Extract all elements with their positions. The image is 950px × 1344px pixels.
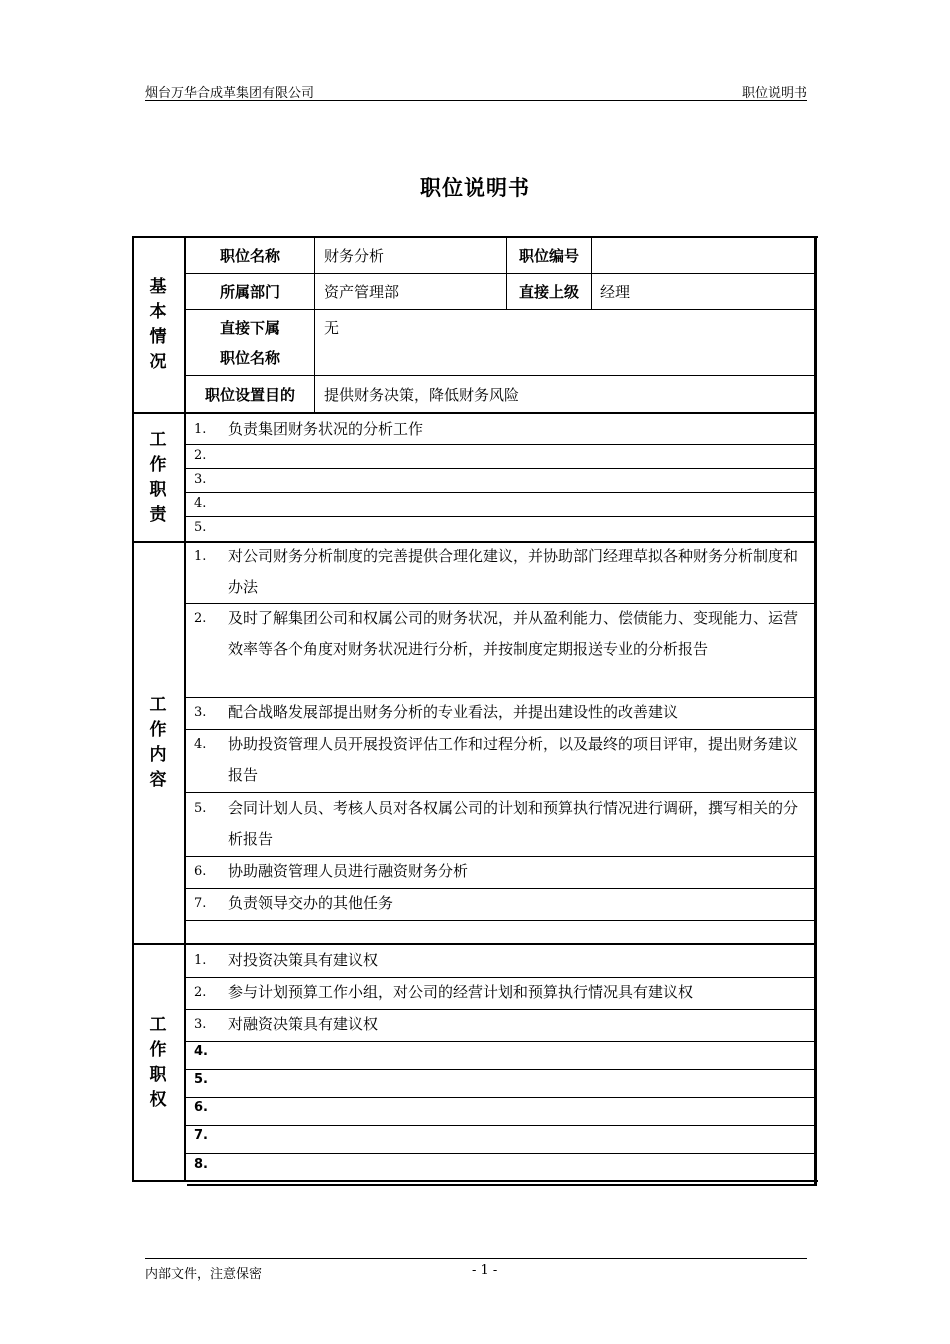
authority-item: 2. 参与计划预算工作小组，对公司的经营计划和预算执行情况具有建议权 [194, 983, 694, 1001]
position-name-value: 财务分析 [324, 247, 385, 265]
purpose-value: 提供财务决策，降低财务风险 [324, 385, 520, 404]
header-doc-type: 职位说明书 [741, 86, 807, 101]
position-no-label: 职位编号 [518, 247, 579, 265]
dept-value: 资产管理部 [324, 283, 400, 301]
authority-item: 1. 对投资决策具有建议权 [194, 951, 379, 969]
duty-item-number: 3. [194, 472, 207, 487]
authority-item-number: 7. [194, 1128, 208, 1143]
header-company: 烟台万华合成革集团有限公司 [145, 86, 315, 101]
section-label-authority: 工作职权 [149, 1014, 167, 1110]
authority-item-number: 4. [194, 1044, 208, 1059]
duty-item: 1. 负责集团财务状况的分析工作 [194, 420, 424, 438]
section-label-content: 工作内容 [149, 695, 167, 790]
purpose-label: 职位设置目的 [204, 385, 295, 404]
subordinate-label-line2: 职位名称 [219, 348, 280, 367]
duty-item-number: 5. [194, 520, 207, 535]
page-header [145, 82, 807, 101]
superior-label: 直接上级 [518, 283, 579, 301]
position-name-label: 职位名称 [219, 247, 280, 265]
subordinate-value: 无 [324, 318, 340, 337]
duty-item-number: 2. [194, 448, 207, 463]
footer-page-number: - 1 - [472, 1263, 498, 1278]
content-item: 1. 对公司财务分析制度的完善提供合理化建议，并协助部门经理草拟各种财务分析制度和办法 [194, 547, 799, 596]
footer-rule [145, 1258, 807, 1259]
content-item: 5. 会同计划人员、考核人员对各权属公司的计划和预算执行情况进行调研，撰写相关的分析报告 [194, 799, 799, 848]
position-table [132, 236, 816, 1182]
content-item: 2. 及时了解集团公司和权属公司的财务状况，并从盈利能力、偿债能力、变现能力、运营效率等各个角度对财务状况进行分析，并按制度定期报送专业的分析报告 [194, 609, 799, 658]
subordinate-label-line1: 直接下属 [219, 318, 280, 337]
section-label-basic: 基本情况 [149, 277, 167, 372]
superior-value: 经理 [600, 283, 631, 301]
content-item: 3. 配合战略发展部提出财务分析的专业看法，并提出建设性的改善建议 [194, 703, 679, 721]
authority-item-number: 6. [194, 1100, 208, 1115]
page-title: 职位说明书 [420, 176, 530, 200]
authority-item: 3. 对融资决策具有建议权 [194, 1015, 379, 1033]
content-item: 4. 协助投资管理人员开展投资评估工作和过程分析，以及最终的项目评审，提出财务建议报告 [194, 735, 799, 784]
duty-item-number: 4. [194, 496, 207, 511]
content-item: 7. 负责领导交办的其他任务 [194, 894, 394, 912]
authority-item-number: 8. [194, 1157, 208, 1172]
footer-note: 内部文件，注意保密 [145, 1267, 263, 1282]
authority-item-number: 5. [194, 1072, 208, 1087]
position-no-value [600, 238, 810, 273]
dept-label: 所属部门 [219, 283, 280, 301]
content-item: 6. 协助融资管理人员进行融资财务分析 [194, 862, 469, 880]
section-label-duties: 工作职责 [149, 429, 167, 525]
